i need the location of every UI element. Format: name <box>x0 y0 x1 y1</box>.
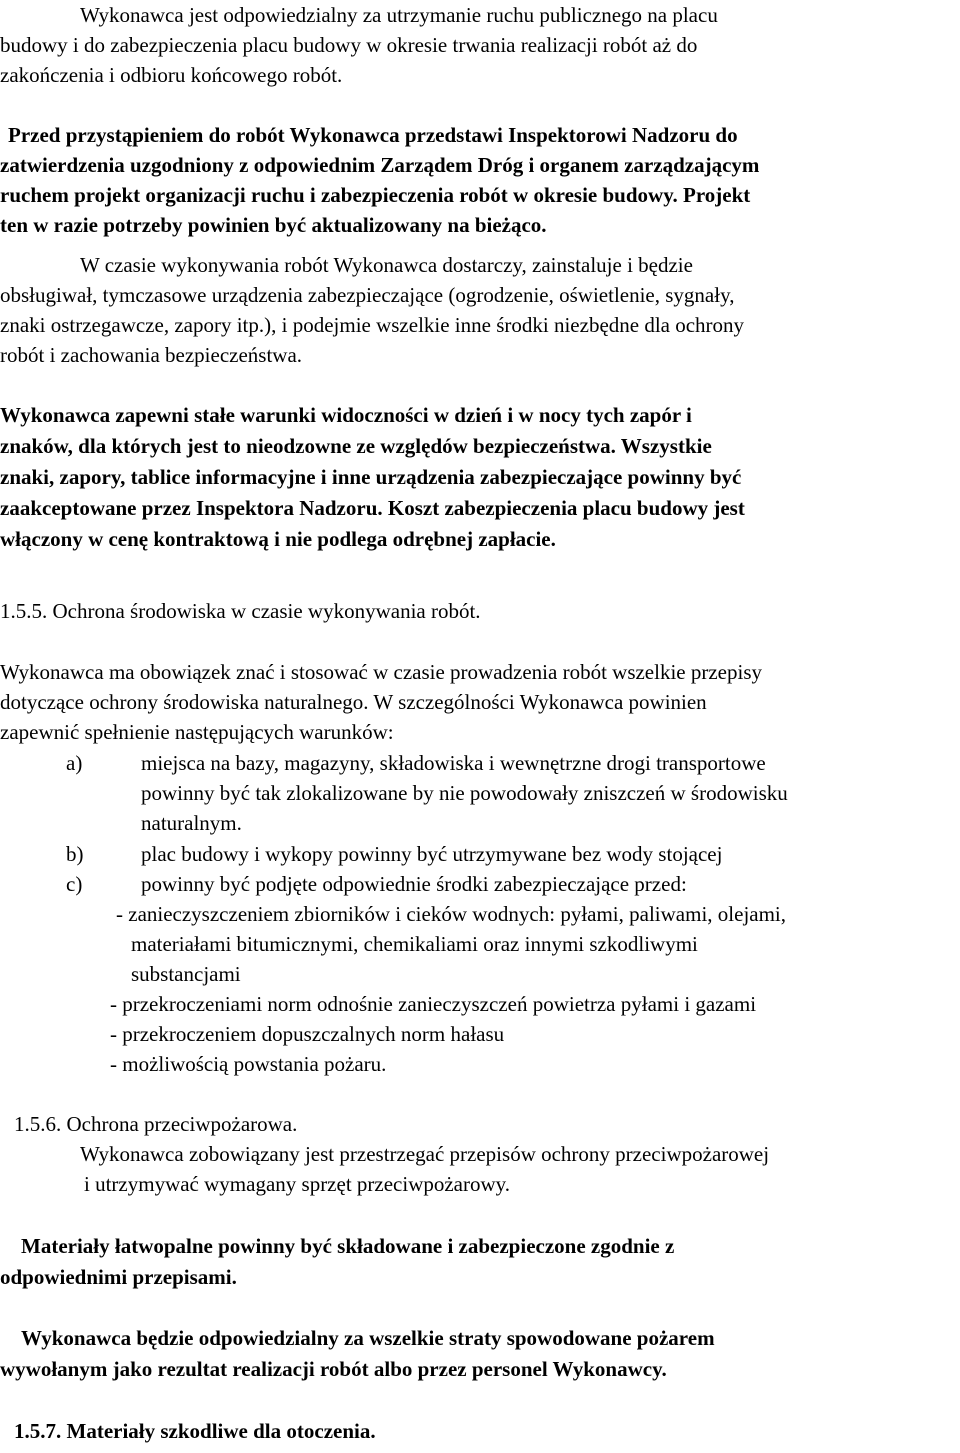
dash-item-line: - przekroczeniem dopuszczalnych norm hałasu <box>110 1022 505 1046</box>
para5-line: zapewnić spełnienie następujących warunków: <box>0 720 394 744</box>
para5-line: dotyczące ochrony środowiska naturalnego. W szczególności Wykonawca powinien <box>0 690 707 714</box>
para1-line: Wykonawca jest odpowiedzialny za utrzymanie ruchu publicznego na placu <box>80 3 718 27</box>
para1-line: budowy i do zabezpieczenia placu budowy w okresie trwania realizacji robót aż do <box>0 33 698 57</box>
dash-item-line: materiałami bitumicznymi, chemikaliami oraz innymi szkodliwymi <box>131 932 698 956</box>
para2-line: ruchem projekt organizacji ruchu i zabezpieczenia robót w okresie budowy. Projekt <box>0 183 751 207</box>
para7-line: Materiały łatwopalne powinny być składowane i zabezpieczone zgodnie z <box>21 1234 675 1258</box>
list-item-b: plac budowy i wykopy powinny być utrzymywane bez wody stojącej <box>141 842 723 866</box>
para4-line: zaakceptowane przez Inspektora Nadzoru. Koszt zabezpieczenia placu budowy jest <box>0 496 745 520</box>
para8-line: Wykonawca będzie odpowiedzialny za wszelkie straty spowodowane pożarem <box>21 1326 715 1350</box>
dash-item-line: - przekroczeniami norm odnośnie zanieczyszczeń powietrza pyłami i gazami <box>110 992 757 1016</box>
dash-item-line: - zanieczyszczeniem zbiorników i cieków wodnych: pyłami, paliwami, olejami, <box>116 902 787 926</box>
list-item-a-line: powinny być tak zlokalizowane by nie powodowały zniszczeń w środowisku <box>141 781 788 805</box>
para2-line: zatwierdzenia uzgodniony z odpowiednim Zarządem Dróg i organem zarządzającym <box>0 153 760 177</box>
dash-item-line: - możliwością powstania pożaru. <box>110 1052 387 1076</box>
para3-line: robót i zachowania bezpieczeństwa. <box>0 343 303 367</box>
list-marker-c: c) <box>66 872 83 896</box>
para8-line: wywołanym jako rezultat realizacji robót albo przez personel Wykonawcy. <box>0 1357 667 1381</box>
para2-line: ten w razie potrzeby powinien być aktualizowany na bieżąco. <box>0 213 547 237</box>
para4-line: znaki, zapory, tablice informacyjne i inne urządzenia zabezpieczające powinny być <box>0 465 742 489</box>
para4-line: włączony w cenę kontraktową i nie podlega odrębnej zapłacie. <box>0 527 556 551</box>
list-item-a-line: miejsca na bazy, magazyny, składowiska i wewnętrzne drogi transportowe <box>141 751 766 775</box>
para6-line: Wykonawca zobowiązany jest przestrzegać przepisów ochrony przeciwpożarowej <box>80 1142 770 1166</box>
section-heading-1-5-7: 1.5.7. Materiały szkodliwe dla otoczenia. <box>14 1419 376 1443</box>
para6-line: i utrzymywać wymagany sprzęt przeciwpożarowy. <box>84 1172 511 1196</box>
para4-line: Wykonawca zapewni stałe warunki widoczności w dzień i w nocy tych zapór i <box>0 403 692 427</box>
para2-line: Przed przystąpieniem do robót Wykonawca przedstawi Inspektorowi Nadzoru do <box>8 123 738 147</box>
list-marker-b: b) <box>66 842 84 866</box>
section-heading-1-5-5: 1.5.5. Ochrona środowiska w czasie wykonywania robót. <box>0 599 481 623</box>
para5-line: Wykonawca ma obowiązek znać i stosować w czasie prowadzenia robót wszelkie przepisy <box>0 660 763 684</box>
para3-line: obsługiwał, tymczasowe urządzenia zabezpieczające (ogrodzenie, oświetlenie, sygnały, <box>0 283 735 307</box>
list-marker-a: a) <box>66 751 83 775</box>
section-heading-1-5-6: 1.5.6. Ochrona przeciwpożarowa. <box>14 1112 298 1136</box>
para1-line: zakończenia i odbioru końcowego robót. <box>0 63 343 87</box>
list-item-c: powinny być podjęte odpowiednie środki zabezpieczające przed: <box>141 872 687 896</box>
para7-line: odpowiednimi przepisami. <box>0 1265 237 1289</box>
list-item-a-line: naturalnym. <box>141 811 242 835</box>
para3-line: W czasie wykonywania robót Wykonawca dostarczy, zainstaluje i będzie <box>80 253 693 277</box>
dash-item-line: substancjami <box>131 962 241 986</box>
para3-line: znaki ostrzegawcze, zapory itp.), i podejmie wszelkie inne środki niezbędne dla ochrony <box>0 313 745 337</box>
para4-line: znaków, dla których jest to nieodzowne ze względów bezpieczeństwa. Wszystkie <box>0 434 712 458</box>
